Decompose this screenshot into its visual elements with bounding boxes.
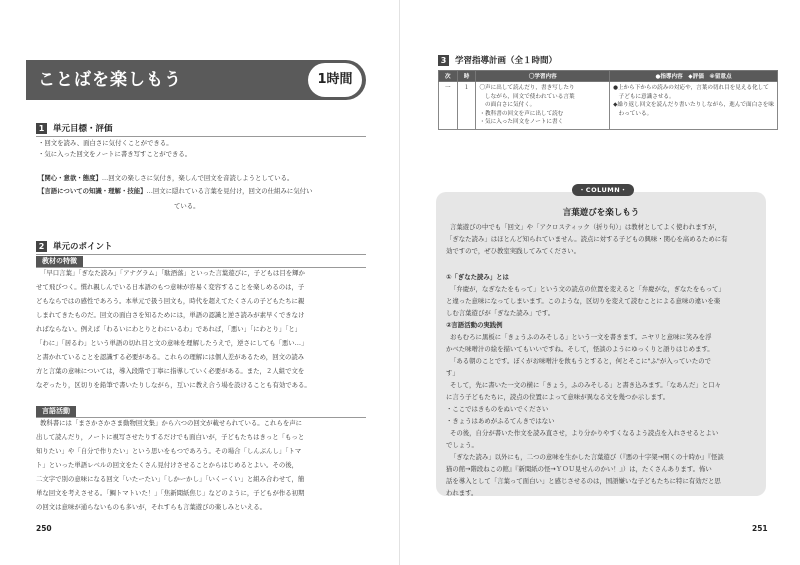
features-line: と書かれていることを認識する必要がある。これらの理解には個人差があるため，回文の読み (36, 353, 305, 361)
section-3-heading (438, 54, 557, 66)
eval-2 (38, 186, 312, 197)
column-line: かべた味噌汁の絵を描いてもいいですね。そして，怪談のようにゆっくりと語りはじめます。 (446, 345, 714, 353)
column-line: その後，自分が書いた作文を読み直させ，より分かりやすくなるよう読点を入れさせるとよい (450, 429, 719, 437)
column-line: 「ある朝のことです。ぼくがお味噌汁を飲もうとすると，何とそこに"ふ"が入っていたので (450, 357, 711, 365)
column-line: に言う子どもたちに，読点の位置によって意味が異なる文を幾つか示します。 (446, 393, 670, 401)
guidance-line: ◆繰り返し回文を読んだり書いたりしながら，進んで面白さを味 (613, 102, 774, 109)
section-1-number: 1 (36, 123, 47, 134)
eval-1-label: 【関心・意欲・態度】 (38, 174, 102, 182)
column-line: 言葉遊びの中でも「回文」や「アクロスティック（折り句）」は教材としてよく使われますが， (450, 223, 721, 231)
activity-line: の回文は意味が通らないものも多いが，それすらも言葉遊びの楽しみといえる。 (36, 503, 267, 511)
activity-line: 知りたい」や「自分で作りたい」という思いをもつであろう。その場合「しんぶんし」「トマ (36, 447, 302, 455)
column-line: そして，先に書いた一文の横に「きょう，ふのみそしる」と書き込みます。「なあんだ」と口々 (450, 381, 721, 389)
guidance-line: 子どもに意識させる。 (613, 93, 675, 100)
activity-subheading: 言語活動 (36, 406, 76, 417)
column-line: 猫の館→階段ねこの館』『新聞紙の怪→ＹＯＵ見せんのかい！』）は，たくさんあります。怖い (446, 465, 712, 473)
column-line: ・ここではきものをぬいでください (446, 405, 549, 413)
features-line: 「早口言葉」「ぎなた読み」「アナグラム」「駄酒落」といった言葉遊びに，子どもは目を輝か (40, 269, 305, 277)
section-2-title: 単元のポイント (53, 242, 113, 252)
page-number-left: 250 (36, 524, 52, 533)
goal-1: ・回文を読み、面白さに気付くことができる。 (38, 139, 173, 147)
guidance-line: わっている。 (613, 110, 653, 117)
table-cell-ji: 一 (439, 82, 458, 130)
table-header-content: 〇学習内容 (476, 71, 610, 82)
column-title: 言葉遊びを楽しもう (562, 208, 640, 218)
content-line: 〇声に出して読んだり，書き写したり (479, 85, 575, 91)
content-line: しながら，回文で使われている言葉 (479, 93, 575, 100)
activity-line: 教科書には「まさかさかさま動物回文集」から六つの回文が載せられている。これらを声に (40, 419, 303, 427)
right-page (400, 0, 800, 565)
features-line: しまれてきたものだ。回文の面白さを知るためには，単語の認識と逆さ読みが素早くできなけ (36, 311, 305, 319)
column-line: 「ぎなた読み」はほとんど知られていません。読点に対する子どもの興味・関心を高めるために有 (446, 235, 728, 243)
table-header-toki: 時 (457, 71, 476, 82)
section-3-title: 学習指導計画（全１時間） (455, 56, 558, 66)
column-line: 話を導入として「言葉って面白い」と感じさせるのは，国語嫌いな子どもたちに特に有効だと思 (446, 477, 721, 485)
hours-badge: 1時間 (308, 63, 362, 97)
column-subheading-2: ②言語活動の実践例 (446, 321, 503, 329)
column-tag: ・COLUMN・ (572, 184, 634, 196)
column-line: しむ言葉遊びが「ぎなた読み」です。 (446, 309, 555, 317)
section-2-rule (36, 254, 366, 255)
column-line: す」 (446, 369, 459, 377)
table-cell-toki: １ (457, 82, 476, 130)
table-row (439, 82, 778, 130)
column-line: 効ですので，ぜひ教室実践してみてください。 (446, 247, 581, 255)
table-header-guidance: ●指導内容 ◆評価 ※留意点 (610, 71, 778, 82)
column-line: 「弁慶が，なぎなたをもって」という文の読点の位置を変えると「弁慶がな，ぎなたをもって」 (450, 285, 725, 293)
guidance-line: ●上から下からの読みの対応や，言葉の切れ目を見える化して (613, 85, 769, 91)
column-line: われます。 (446, 489, 478, 497)
activity-line: 出して読んだり，ノートに視写させたりするだけでも面白いが，子どもたちはきっと「もっと (36, 433, 305, 441)
content-line: の面白さに気付く。 (479, 102, 536, 109)
activity-line: 二文字で別の意味になる回文「いたーたい」「しかーかし」「いくーくい」と組み合わせて，簡 (36, 475, 305, 483)
section-2-number: 2 (36, 241, 47, 252)
unit-title-banner (26, 60, 366, 100)
activity-line: 単な回文を考えさせる。「鯛トマトいた！」「焦新聞紙焦じ」などのように，子どもが作る初期 (36, 489, 305, 497)
column-line: おもむろに黒板に「きょうふのみそしる」という一文を書きます。ニヤリと意味に笑みを浮 (450, 333, 712, 341)
goal-2: ・気に入った回文をノートに書き写すことができる。 (38, 150, 192, 158)
content-line: ・気に入った回文をノートに書く (479, 119, 564, 126)
content-line: ・教科書の回文を声に出して読む (479, 110, 564, 117)
column-subheading-1: ①「ぎなた読み」とは (446, 273, 509, 281)
unit-title: ことばを楽しもう (38, 70, 182, 90)
column-line: 「ぎなた読み」以外にも，二つの意味を生かした言葉遊び（『悪の十字架→開くの十時か』『怪談 (450, 453, 724, 461)
features-line: 方と言葉の意味については，導入段階で丁寧に指導していく必要がある。また，２人組で文を (36, 367, 305, 375)
eval-1 (38, 173, 293, 184)
section-1-title: 単元目標・評価 (53, 124, 113, 134)
features-subheading: 教材の特徴 (36, 256, 83, 267)
activity-line: ト」といった単語レベルの回文をたくさん見付けさせることからはじめるとよい。その後， (36, 461, 299, 469)
section-1-heading (36, 122, 113, 134)
page-number-right: 251 (752, 524, 768, 533)
column-line: でしょう。 (446, 441, 478, 449)
column-line: ・きょうはあめがふるてんきではない (446, 417, 555, 425)
features-line: なぞったり，区切りを鉛筆で書いたりしながら，互いに教え合う場を設けることも有効である。 (36, 381, 311, 389)
features-line: ればならない。例えば「わるいにわとりとわにいるわ」であれば，「悪い」「にわとり」「と」 (36, 325, 302, 333)
features-line: 「わに」「居るわ」という単語の切れ目と文の意味を理解したうえで，逆さにしても「悪い…」 (36, 339, 308, 347)
section-3-number: 3 (438, 55, 449, 66)
lesson-plan-table (438, 70, 778, 130)
eval-1-text: …回文の楽しさに気付き，楽しんで回文を音読しようとしている。 (101, 174, 294, 182)
section-1-rule (36, 136, 366, 137)
eval-2-text-1: …回文に隠れている言葉を見付け，回文の仕組みに気付い (146, 187, 313, 195)
table-header-ji: 次 (439, 71, 458, 82)
column-line: と違った意味になってしまいます。このような，区切りを変えて読むことによる意味の違いを楽 (446, 297, 721, 305)
eval-2-text-2: ている。 (174, 202, 200, 210)
features-line: どもならではの感性であろう。本単元で扱う回文も，時代を超えてたくさんの子どもたちに親 (36, 297, 305, 305)
section-2-heading (36, 240, 113, 252)
table-cell-guidance (610, 82, 778, 130)
eval-2-label: 【言語についての知識・理解・技能】 (38, 187, 147, 195)
features-line: せて飛びつく。慣れ親しんでいる日本語のもつ意味が容易く変容することを楽しめるのは，子 (36, 283, 305, 291)
table-cell-content (476, 82, 610, 130)
